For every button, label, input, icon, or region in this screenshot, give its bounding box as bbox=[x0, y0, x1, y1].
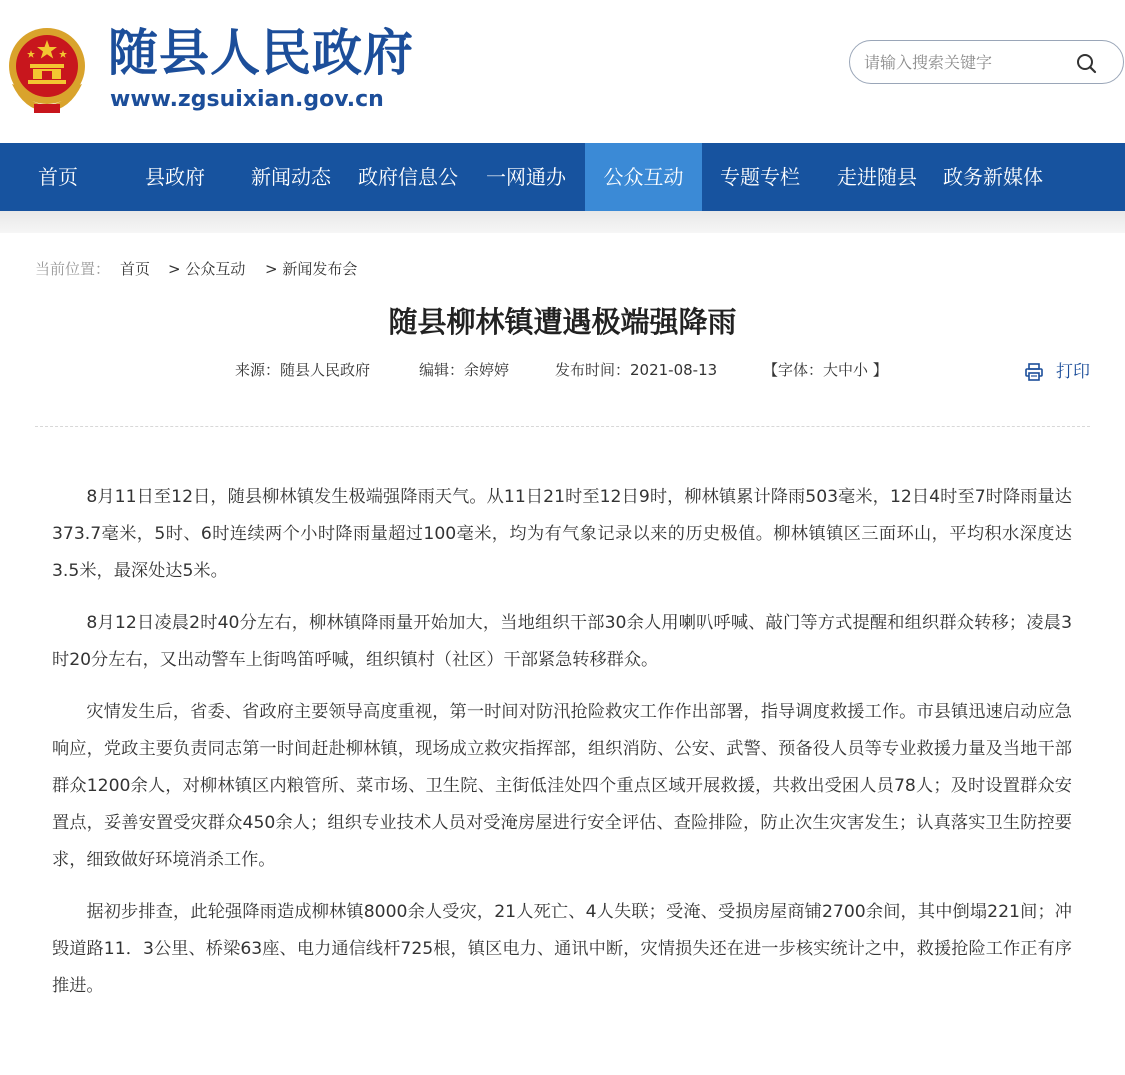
site-header bbox=[0, 0, 1125, 143]
header-divider bbox=[35, 426, 1090, 427]
article-paragraph-2: 8月12日凌晨2时40分左右，柳林镇降雨量开始加大，当地组织干部30余人用喇叭呼喊、敲门等方式提醒和组织群众转移；凌晨3时20分左右，又出动警车上街鸣笛呼喊，组织镇村（社区）干部紧急转移群众。 bbox=[52, 613, 1072, 670]
article-body bbox=[52, 479, 1072, 1020]
nav-item-government-info[interactable]: 政府信息公 bbox=[358, 165, 458, 189]
breadcrumb-home[interactable]: 首页 bbox=[120, 260, 151, 278]
nav-item-county-government[interactable]: 县政府 bbox=[145, 165, 205, 189]
printer-icon bbox=[1024, 362, 1044, 382]
meta-date: 发布时间：2021-08-13 bbox=[555, 361, 718, 379]
breadcrumb-press-conference[interactable]: > 新闻发布会 bbox=[265, 260, 358, 278]
nav-item-home[interactable]: 首页 bbox=[38, 165, 78, 189]
nav-item-news[interactable]: 新闻动态 bbox=[251, 165, 331, 189]
main-nav bbox=[0, 143, 1125, 211]
search-icon[interactable] bbox=[1072, 49, 1102, 77]
nav-item-public-interaction[interactable]: 公众互动 bbox=[585, 143, 702, 211]
breadcrumb-public-interaction[interactable]: > 公众互动 bbox=[168, 260, 246, 278]
article-title: 随县柳林镇遭遇极端强降雨 bbox=[388, 305, 737, 339]
meta-editor: 编辑：余婷婷 bbox=[419, 361, 510, 379]
article-paragraph-1: 8月11日至12日，随县柳林镇发生极端强降雨天气。从11日21时至12日9时，柳林镇累计降雨503毫米，12日4时至7时降雨量达373.7毫米，5时、6时连续两个小时降雨量超过100毫米，均为有气象记录以来的历史极值。柳林镇镇区三面环山，平均积水深度达3.5米，最深处达5米。 bbox=[52, 487, 1072, 581]
site-title[interactable]: 随县人民政府 bbox=[108, 24, 414, 82]
breadcrumb-prefix: 当前位置： bbox=[35, 260, 111, 278]
meta-source: 来源：随县人民政府 bbox=[235, 361, 371, 379]
site-url[interactable]: www.zgsuixian.gov.cn bbox=[110, 87, 384, 112]
search-input[interactable] bbox=[864, 49, 1074, 75]
article-paragraph-3: 灾情发生后，省委、省政府主要领导高度重视，第一时间对防汛抢险救灾工作作出部署，指导调度救援工作。市县镇迅速启动应急响应，党政主要负责同志第一时间赶赴柳林镇，现场成立救灾指挥部，组织消防、公安、武警、预备役人员等专业救援力量及当地干部群众1200余人，对柳林镇区内粮管所、菜市场、卫生院、主街低洼处四个重点区域开展救援，共救出受困人员78人；及时设置群众安置点，妥善安置受灾群众450余人；组织专业技术人员对受淹房屋进行安全评估、查险排险，防止次生灾害发生；认真落实卫生防控要求，细致做好环境消杀工作。 bbox=[52, 702, 1072, 870]
search-box bbox=[849, 40, 1124, 84]
nav-item-about-suixian[interactable]: 走进随县 bbox=[837, 165, 917, 189]
font-size-switcher[interactable]: 【字体：大中小 】 bbox=[763, 361, 888, 379]
nav-item-special-topics[interactable]: 专题专栏 bbox=[720, 165, 800, 189]
nav-item-online-services[interactable]: 一网通办 bbox=[486, 165, 566, 189]
print-label: 打印 bbox=[1056, 362, 1090, 382]
nav-shadow-band bbox=[0, 211, 1125, 233]
national-emblem-icon[interactable] bbox=[4, 24, 90, 116]
nav-item-new-media[interactable]: 政务新媒体 bbox=[943, 165, 1043, 189]
article-paragraph-4: 据初步排查，此轮强降雨造成柳林镇8000余人受灾，21人死亡、4人失联；受淹、受损房屋商铺2700余间，其中倒塌221间；冲毁道路11．3公里、桥梁63座、电力通信线杆725根，镇区电力、通讯中断，灾情损失还在进一步核实统计之中，救援抢险工作正有序推进。 bbox=[52, 902, 1072, 996]
